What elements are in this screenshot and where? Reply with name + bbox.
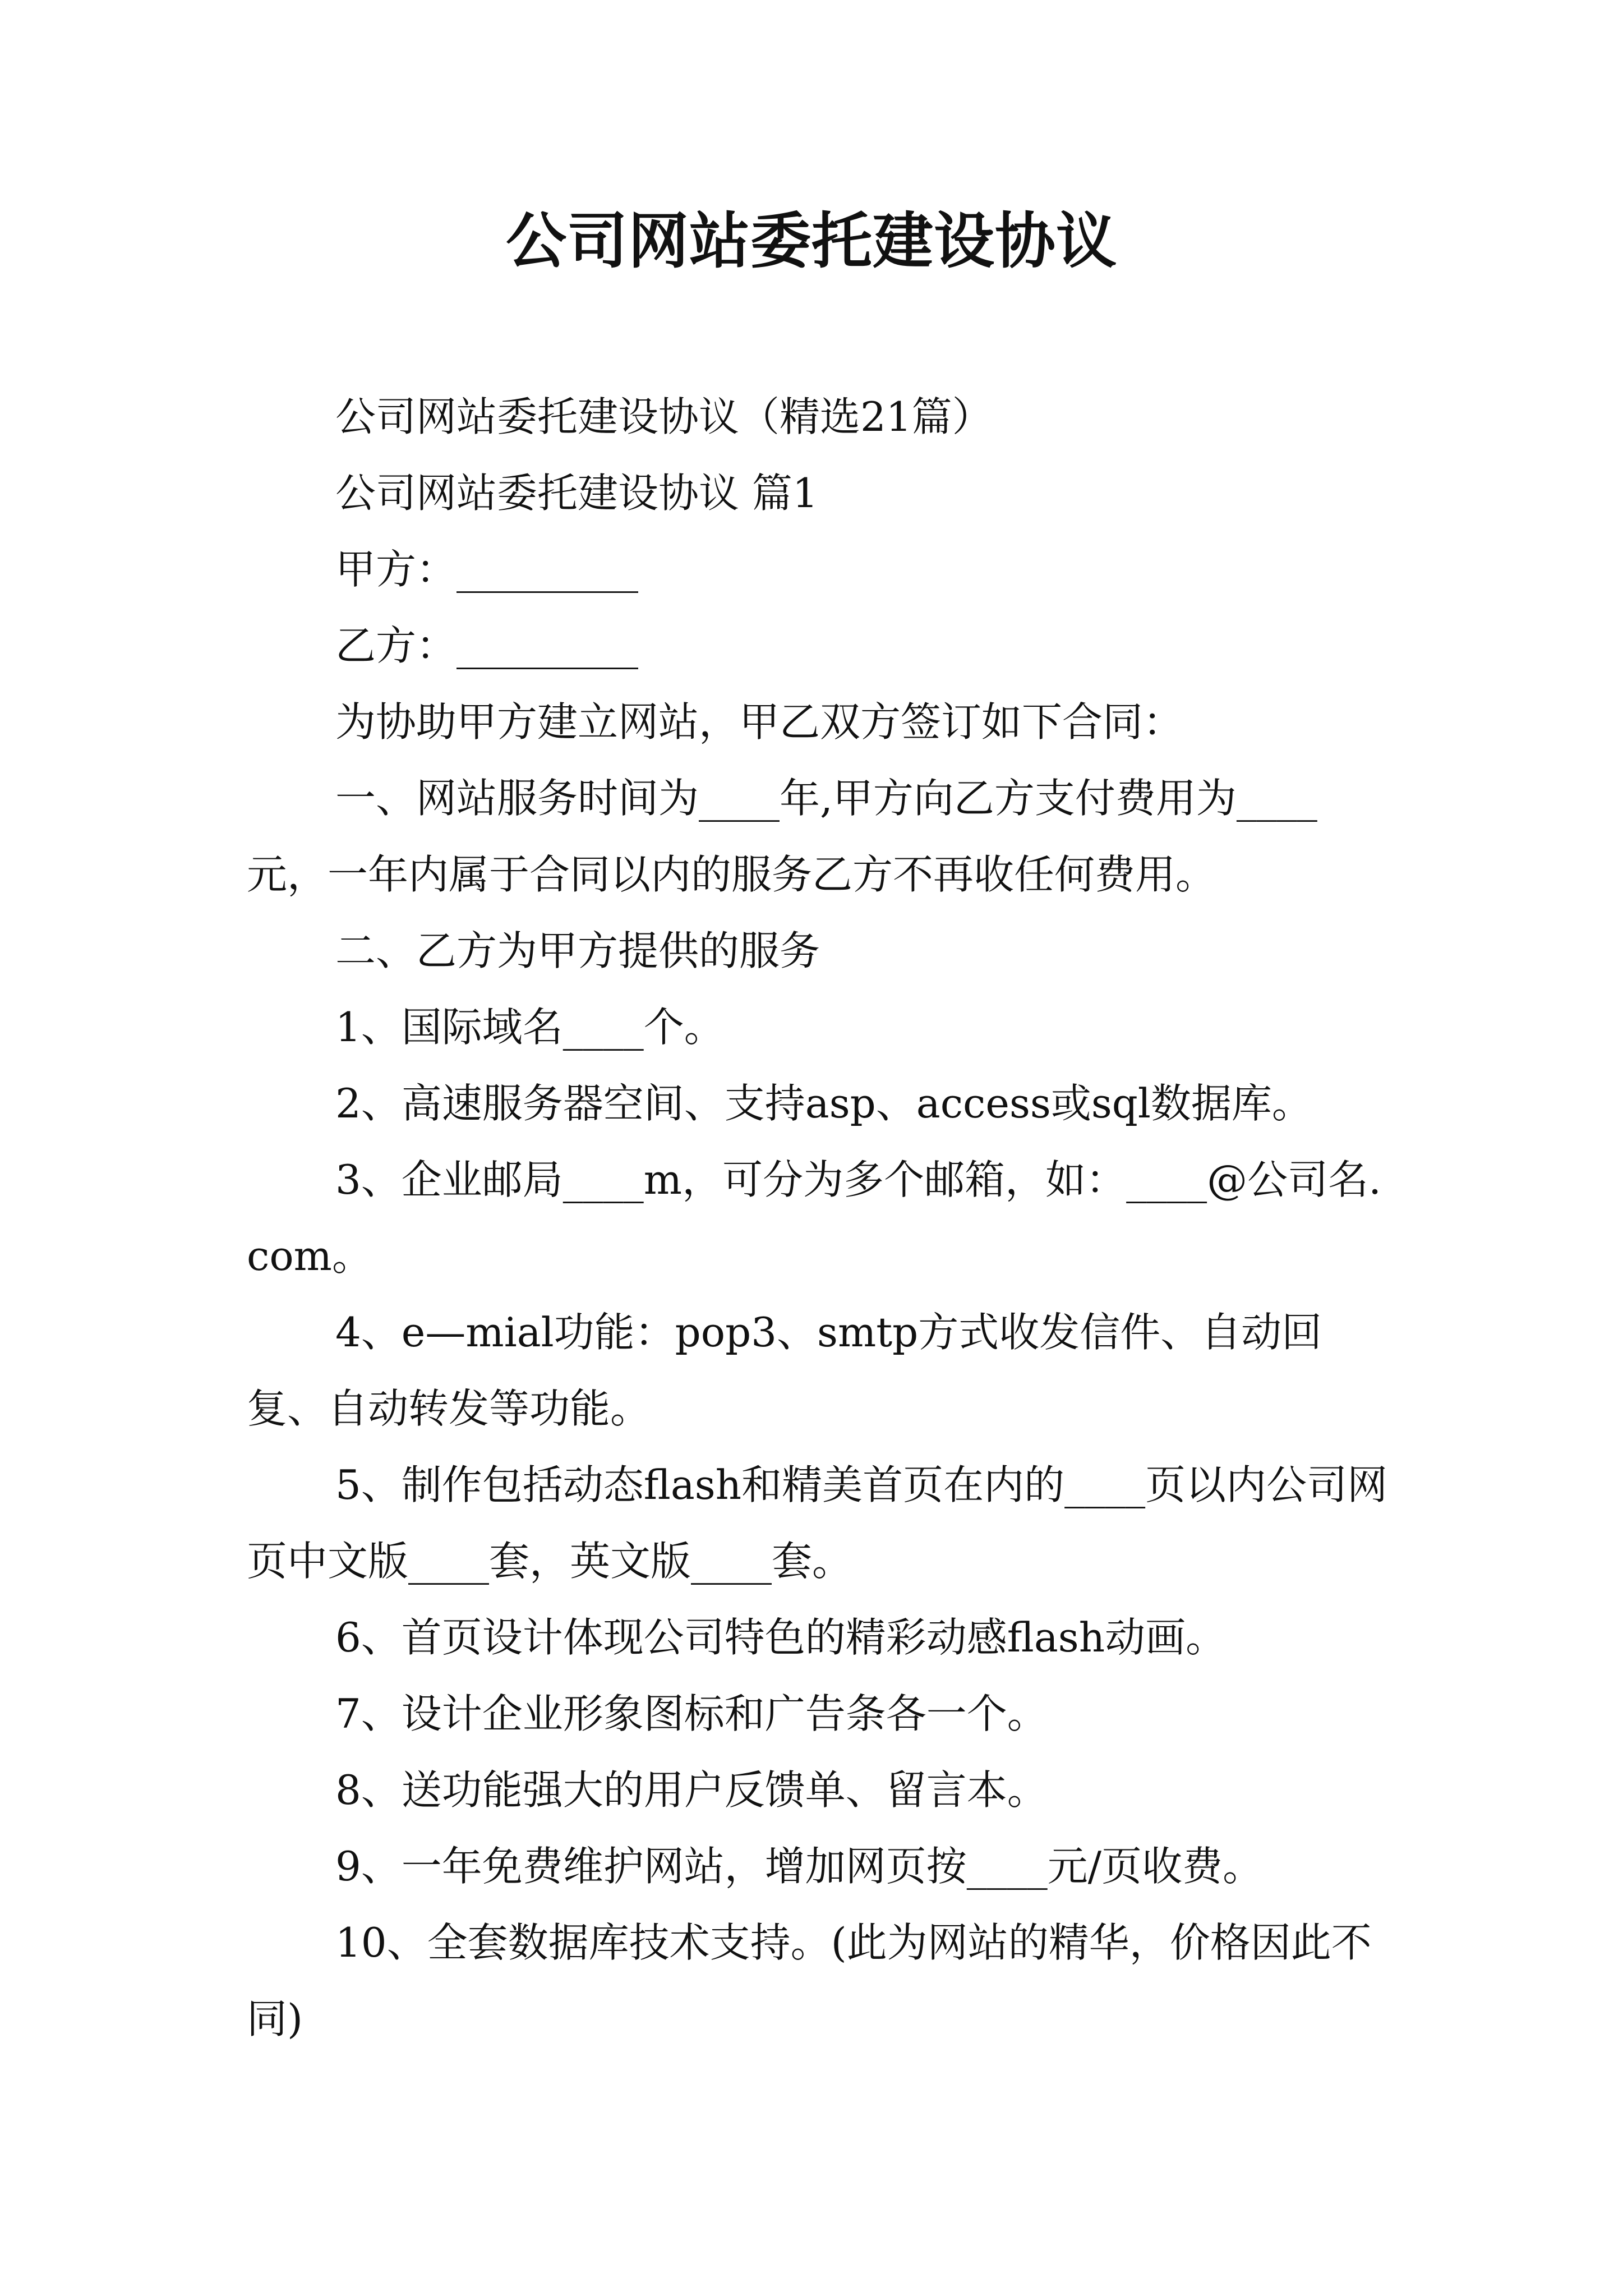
service-item-8: 8、送功能强大的用户反馈单、留言本。 <box>335 1766 1048 1814</box>
service-item-6: 6、首页设计体现公司特色的精彩动感flash动画。 <box>335 1614 1227 1661</box>
service-item-9: 9、一年免费维护网站，增加网页按____元/页收费。 <box>335 1843 1264 1890</box>
subtitle-paragraph: 公司网站委托建设协议（精选21篇） <box>335 393 993 440</box>
service-item-5: 5、制作包括动态flash和精美首页在内的____页以内公司网页中文版____套，英文版____套。 <box>247 1461 1388 1585</box>
clause-2-heading: 二、乙方为甲方提供的服务 <box>335 927 820 974</box>
party-a-line: 甲方：_________ <box>335 546 639 593</box>
section-heading: 公司网站委托建设协议 篇1 <box>335 470 818 517</box>
service-item-7: 7、设计企业形象图标和广告条各一个。 <box>335 1690 1048 1737</box>
party-b-line: 乙方：_________ <box>335 622 639 669</box>
document-body <box>247 379 1391 2057</box>
service-item-1: 1、国际域名____个。 <box>335 1004 725 1051</box>
document-title: 公司网站委托建设协议 <box>505 206 1117 277</box>
service-item-2: 2、高速服务器空间、支持asp、access或sql数据库。 <box>335 1080 1312 1127</box>
service-item-4: 4、e—mial功能：pop3、smtp方式收发信件、自动回复、自动转发等功能。 <box>247 1309 1322 1432</box>
service-item-10: 10、全套数据库技术支持。(此为网站的精华，价格因此不同) <box>247 1919 1372 2042</box>
service-item-3: 3、企业邮局____m，可分为多个邮箱，如：____@公司名.com。 <box>247 1156 1381 1280</box>
intro-paragraph: 为协助甲方建立网站，甲乙双方签订如下合同： <box>335 698 1184 746</box>
clause-1-paragraph: 一、网站服务时间为____年,甲方向乙方支付费用为____元，一年内属于合同以内的服务乙方不再收任何费用。 <box>247 775 1317 898</box>
